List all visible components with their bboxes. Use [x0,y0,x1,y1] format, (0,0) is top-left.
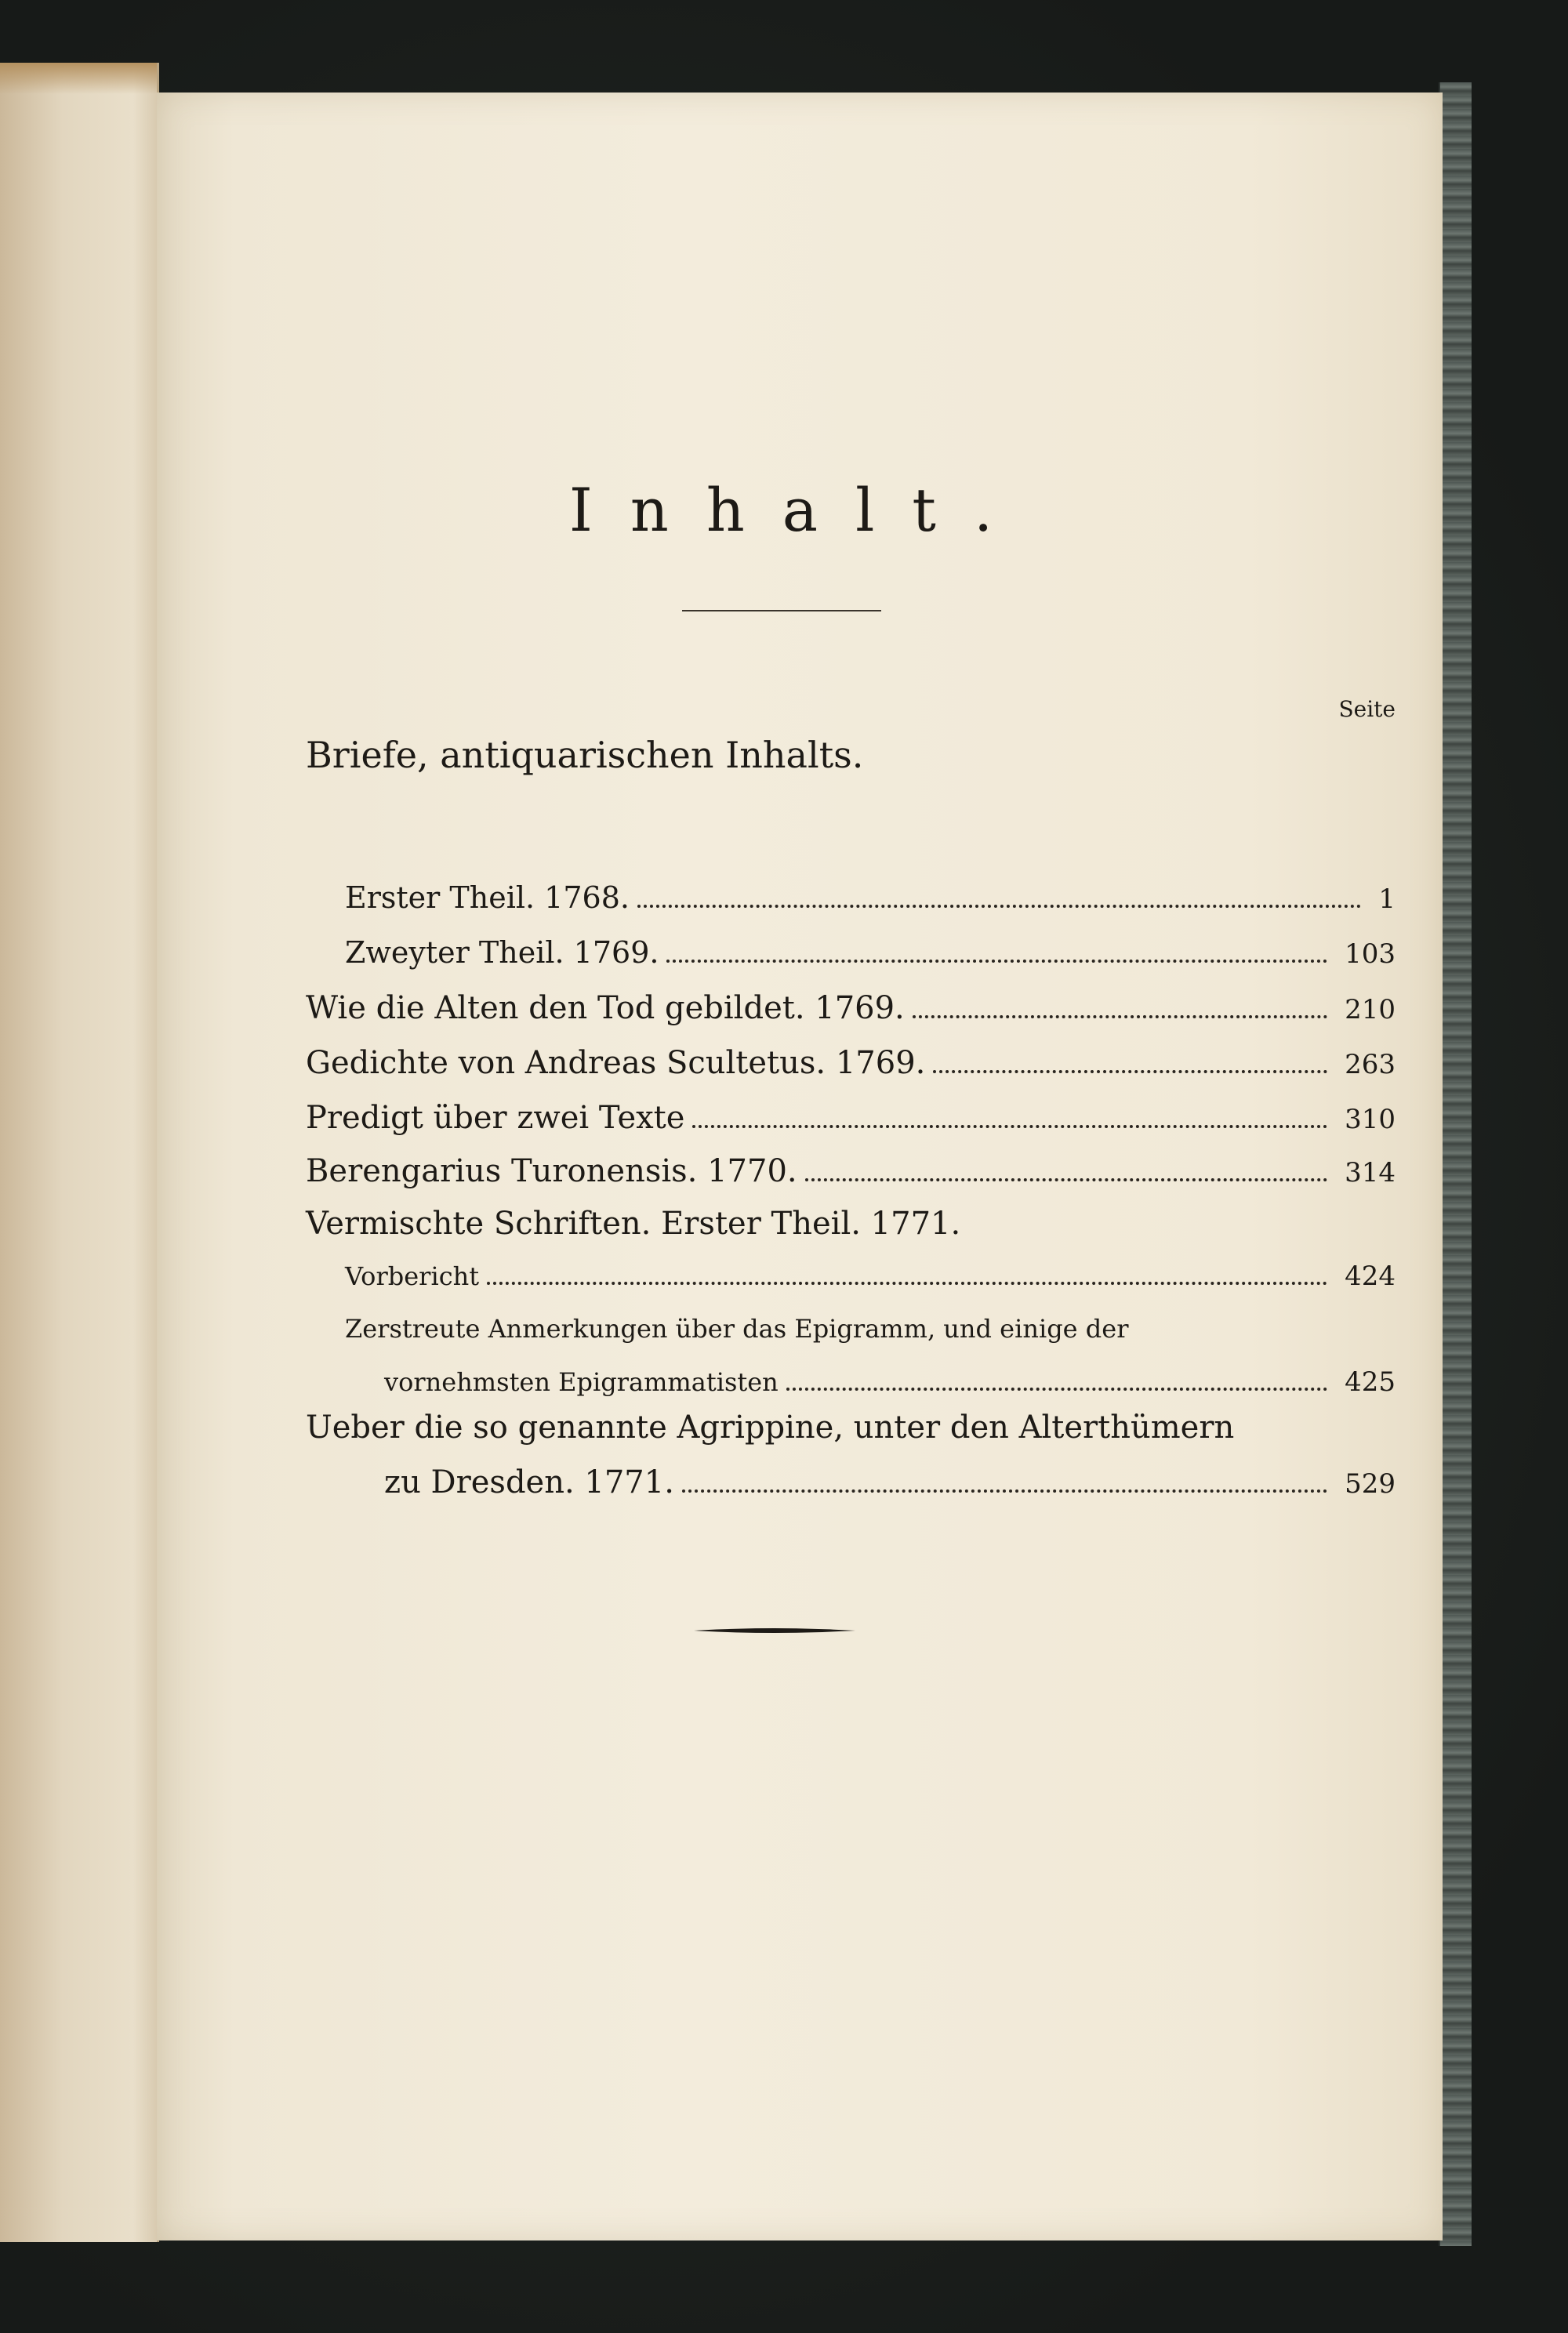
toc-entry-page: 424 [1345,1261,1396,1292]
title-rule [682,610,881,611]
section-heading: Briefe, antiquarischen Inhalts. [306,734,864,776]
toc-entry-agrippine [384,1464,1396,1500]
dot-leader [786,1388,1327,1391]
closing-ornament [694,1627,855,1635]
toc-entry-berengarius [306,1153,1396,1189]
dot-leader [637,905,1361,908]
previous-page-edge [0,63,159,2242]
toc-entry-label: Gedichte von Andreas Scultetus. 1769. [306,1045,926,1081]
toc-entry-label: vornehmsten Epigrammatisten [384,1367,779,1397]
page-column-label: Seite [1338,696,1396,722]
toc-entry-label: Wie die Alten den Tod gebildet. 1769. [306,990,905,1026]
toc-entry-label-line1: Ueber die so genannte Agrippine, unter den Alterthümern [306,1410,1235,1446]
dot-leader [692,1125,1327,1128]
book-cover-edge [1439,82,1472,2246]
toc-entry-label-line1: Zerstreute Anmerkungen über das Epigramm, und einige der [345,1314,1129,1344]
dot-leader [913,1015,1327,1018]
toc-entry-page: 1 [1378,883,1396,915]
toc-entry-label: Zweyter Theil. 1769. [345,935,659,970]
dot-leader [666,960,1327,963]
toc-entry-label: Erster Theil. 1768. [345,880,630,915]
toc-entry-scultetus [306,1045,1396,1081]
toc-entry-page: 210 [1345,994,1396,1025]
dot-leader [487,1282,1327,1285]
page-title: Inhalt. [568,475,1031,545]
toc-entry-predigt [306,1100,1396,1136]
toc-entry-label: Predigt über zwei Texte [306,1100,685,1136]
table-of-contents-page [157,93,1443,2240]
toc-entry-epigramm [384,1366,1396,1398]
toc-entry-label: Vorbericht [345,1261,480,1291]
dot-leader [682,1489,1327,1493]
toc-entry-page: 529 [1345,1468,1396,1500]
toc-entry-page: 314 [1345,1157,1396,1188]
dot-leader [805,1178,1327,1181]
toc-entry-page: 425 [1345,1366,1396,1398]
toc-entry-page: 310 [1345,1104,1396,1135]
toc-entry-zweyter-theil [345,935,1396,970]
toc-entry-erster-theil [345,880,1396,915]
toc-entry-label: Berengarius Turonensis. 1770. [306,1153,797,1189]
toc-entry-tod-gebildet [306,990,1396,1026]
toc-entry-page: 103 [1345,938,1396,970]
toc-entry-page: 263 [1345,1049,1396,1080]
toc-entry-vorbericht [345,1261,1396,1292]
toc-entry-label: zu Dresden. 1771. [384,1464,674,1500]
dot-leader [933,1070,1327,1073]
toc-heading-vermischte-schriften: Vermischte Schriften. Erster Theil. 1771. [306,1206,961,1242]
